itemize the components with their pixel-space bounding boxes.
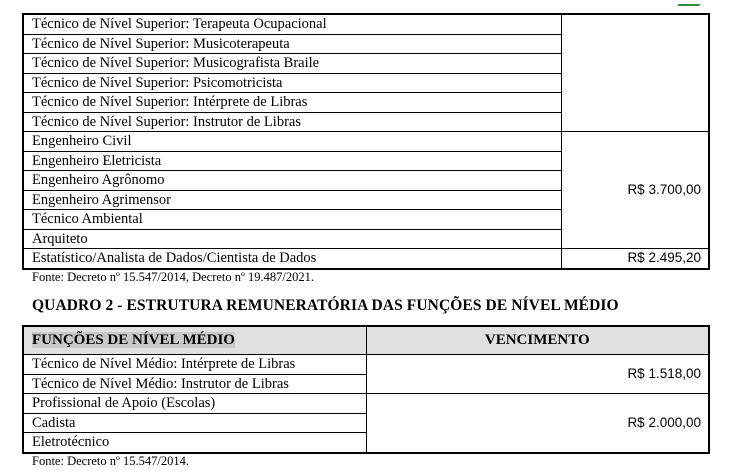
function-cell: Técnico Ambiental <box>23 210 562 230</box>
source-note: Fonte: Decreto nº 15.547/2014. <box>32 454 189 468</box>
table-row <box>23 132 709 152</box>
function-cell: Profissional de Apoio (Escolas) <box>23 394 366 414</box>
salary-table-upper <box>22 13 710 270</box>
header-salary: VENCIMENTO <box>366 326 709 355</box>
function-cell: Técnico de Nível Superior: Psicomotricista <box>23 73 562 93</box>
salary-cell: R$ 1.518,00 <box>366 355 709 394</box>
table-row <box>23 394 709 414</box>
salary-cell-empty <box>562 14 710 132</box>
function-cell: Arquiteto <box>23 229 562 249</box>
function-cell: Técnico de Nível Médio: Intérprete de Libras <box>23 355 366 375</box>
table-row <box>23 355 709 375</box>
function-cell: Engenheiro Agrimensor <box>23 190 562 210</box>
function-cell: Engenheiro Agrônomo <box>23 171 562 191</box>
salary-cell: R$ 2.000,00 <box>366 394 709 453</box>
salary-cell: R$ 3.700,00 <box>562 132 710 249</box>
table-row <box>23 14 709 34</box>
header-functions-label: FUNÇÕES DE NÍVEL MÉDIO <box>32 332 235 349</box>
green-corner-mark <box>677 0 705 6</box>
table-row <box>23 249 709 269</box>
function-cell: Técnico de Nível Superior: Terapeuta Ocupacional <box>23 14 562 34</box>
function-cell: Técnico de Nível Superior: Instrutor de Libras <box>23 112 562 132</box>
function-cell: Eletrotécnico <box>23 433 366 453</box>
table-header-row <box>23 326 709 355</box>
function-cell: Estatístico/Analista de Dados/Cientista de Dados <box>23 249 562 269</box>
function-cell: Técnico de Nível Superior: Intérprete de Libras <box>23 93 562 113</box>
source-note: Fonte: Decreto nº 15.547/2014, Decreto nº 19.487/2021. <box>32 270 315 284</box>
function-cell: Engenheiro Eletricista <box>23 151 562 171</box>
section-title: QUADRO 2 - ESTRUTURA REMUNERATÓRIA DAS FUNÇÕES DE NÍVEL MÉDIO <box>32 297 619 314</box>
salary-cell: R$ 2.495,20 <box>562 249 710 269</box>
salary-table-medio <box>22 325 710 454</box>
function-cell: Técnico de Nível Superior: Musicoterapeuta <box>23 34 562 54</box>
function-cell: Técnico de Nível Superior: Musicografista Braile <box>23 54 562 74</box>
function-cell: Engenheiro Civil <box>23 132 562 152</box>
header-functions <box>23 326 366 355</box>
function-cell: Técnico de Nível Médio: Instrutor de Libras <box>23 374 366 394</box>
function-cell: Cadista <box>23 413 366 433</box>
